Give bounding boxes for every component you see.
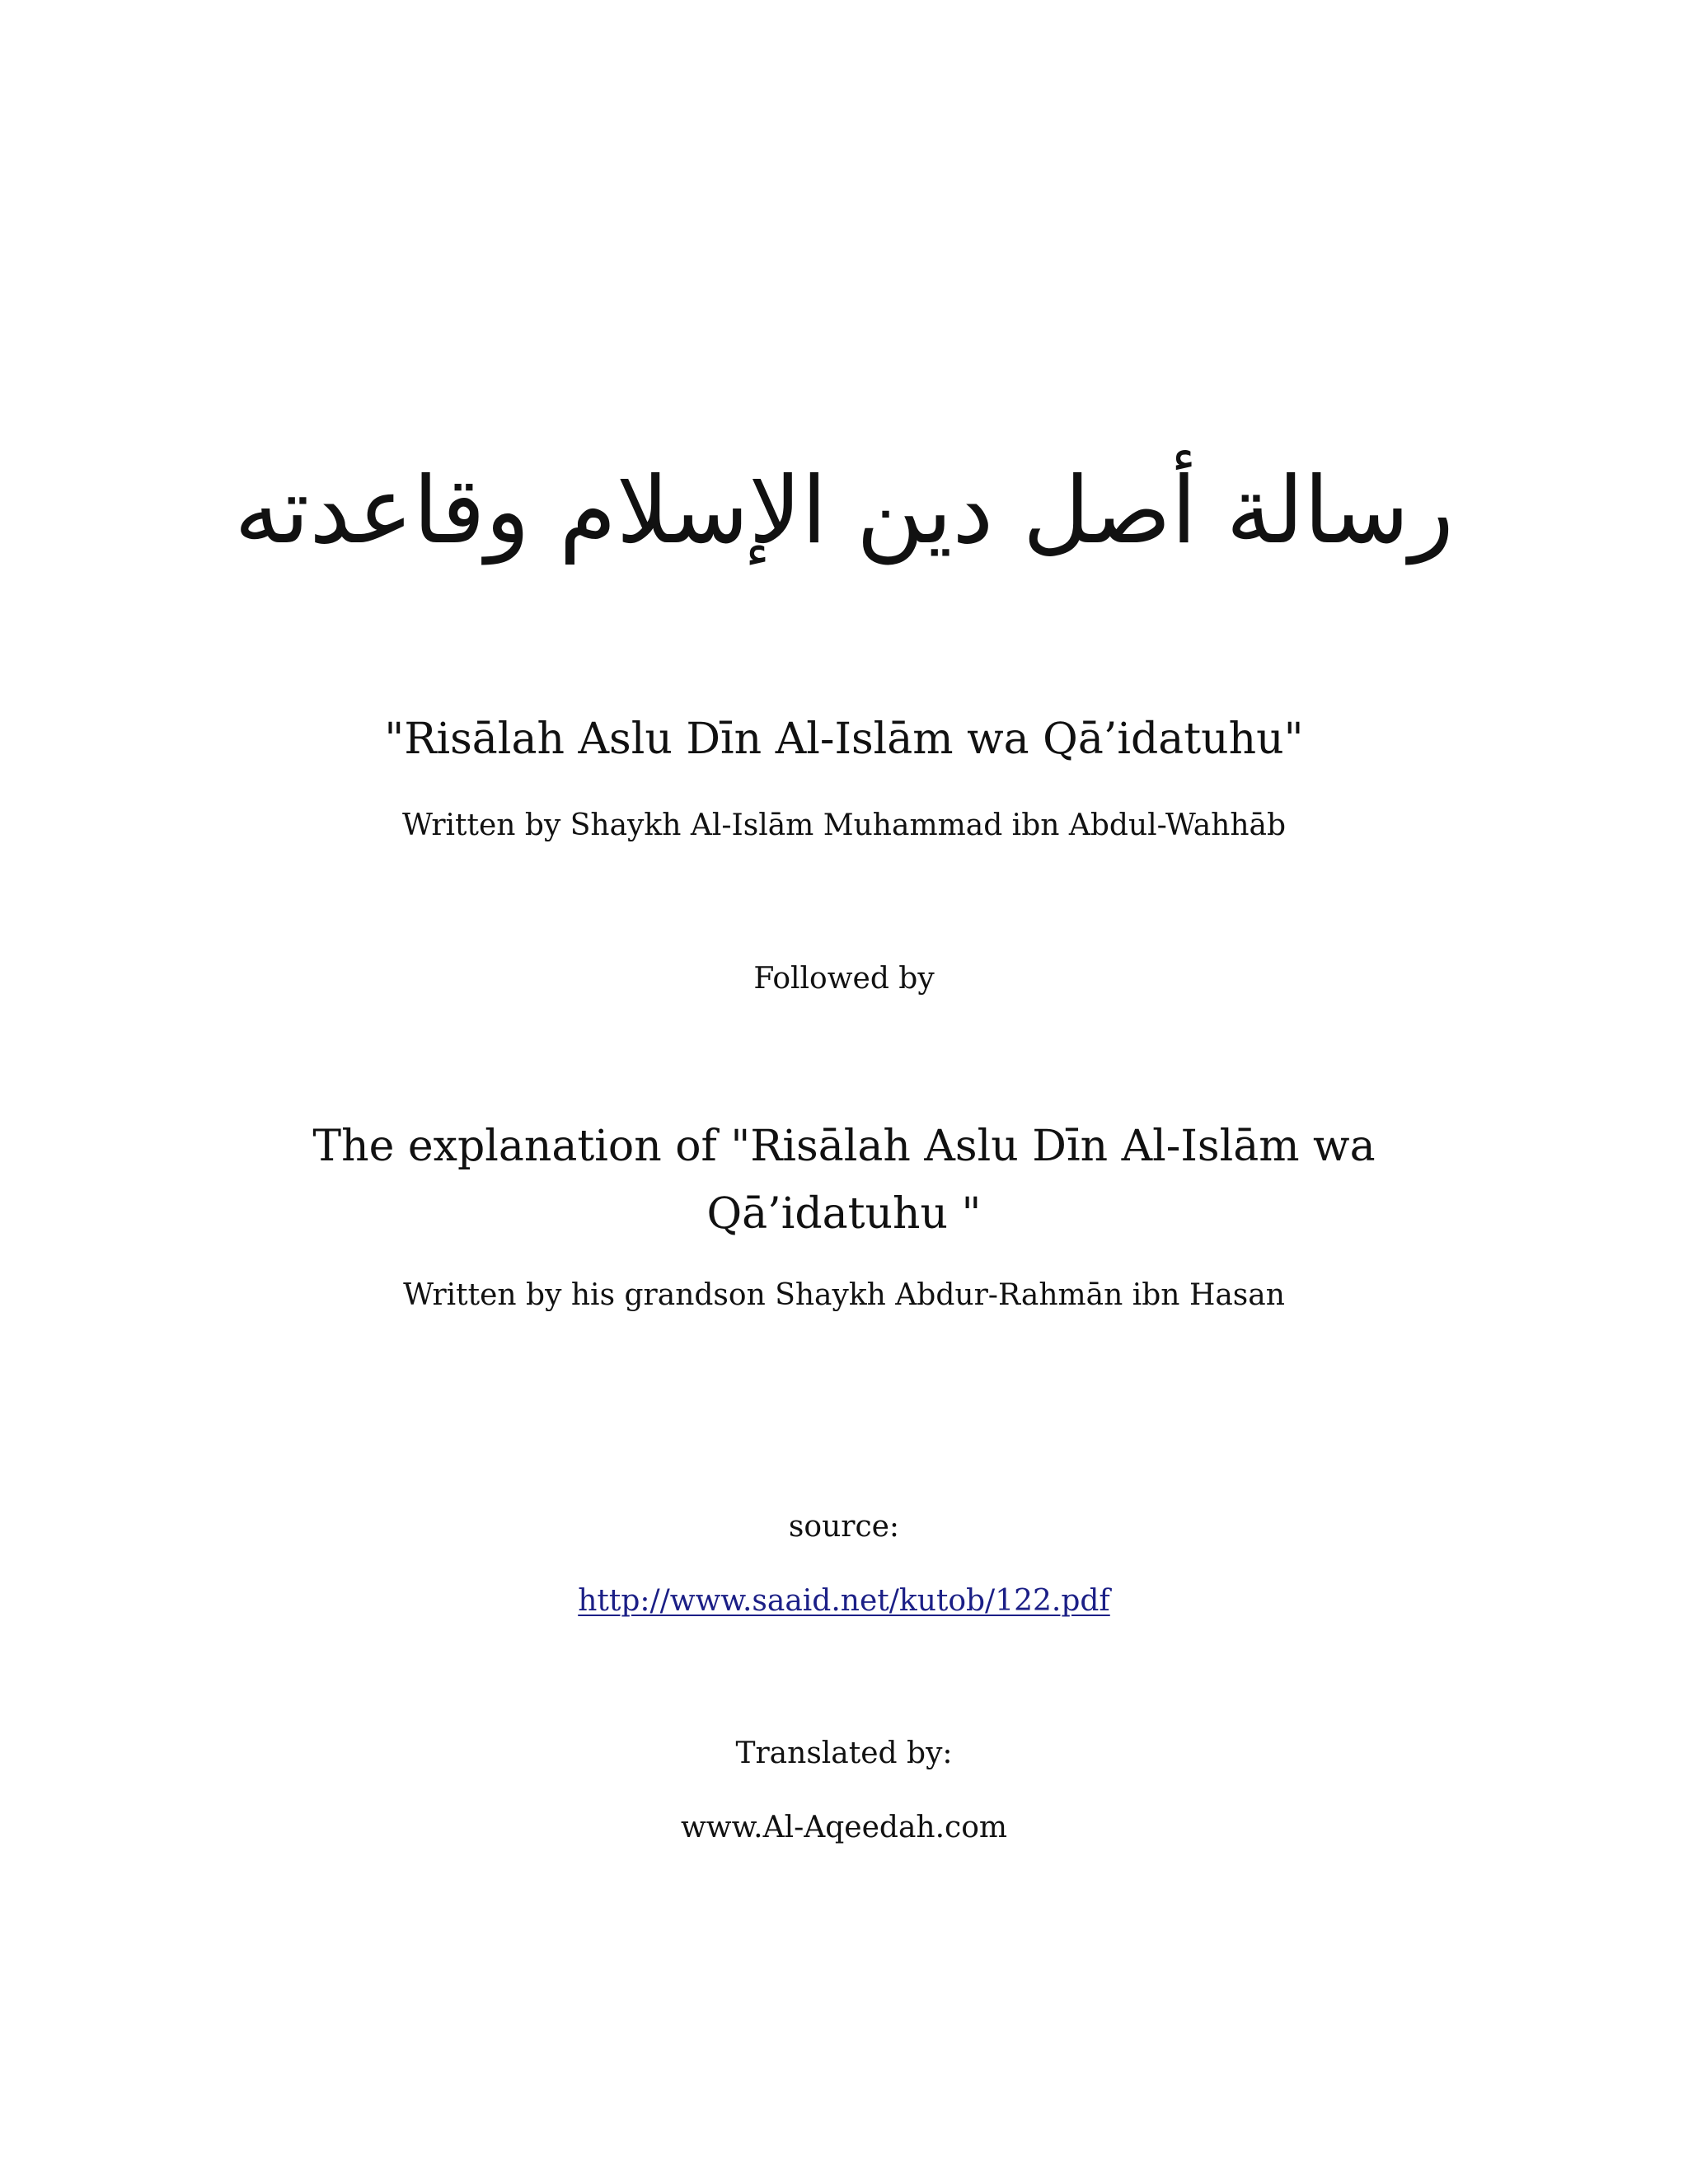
explanation-title xyxy=(0,1113,1688,1248)
translated-by-label: Translated by: xyxy=(735,1736,953,1770)
main-title: "Risālah Aslu Dīn Al-Islām wa Qā’idatuhu" xyxy=(384,715,1304,764)
followed-by-text: Followed by xyxy=(753,962,935,996)
grandson-author-line: Written by his grandson Shaykh Abdur-Rahmān ibn Hasan xyxy=(403,1278,1285,1312)
source-link[interactable]: http://www.saaid.net/kutob/122.pdf xyxy=(578,1584,1110,1618)
translator-site: www.Al-Aqeedah.com xyxy=(680,1811,1008,1844)
source-label: source: xyxy=(788,1510,900,1544)
author-line: Written by Shaykh Al-Islām Muhammad ibn Abdul-Wahhāb xyxy=(401,808,1287,842)
explanation-title-line-2: Qā’idatuhu " xyxy=(706,1189,982,1239)
arabic-title: رسالة أصل دين الإسلام وقاعدته xyxy=(234,457,1454,565)
explanation-title-line-1: The explanation of "Risālah Aslu Dīn Al-Islām wa xyxy=(312,1122,1376,1171)
source-link-container xyxy=(0,1581,1688,1622)
